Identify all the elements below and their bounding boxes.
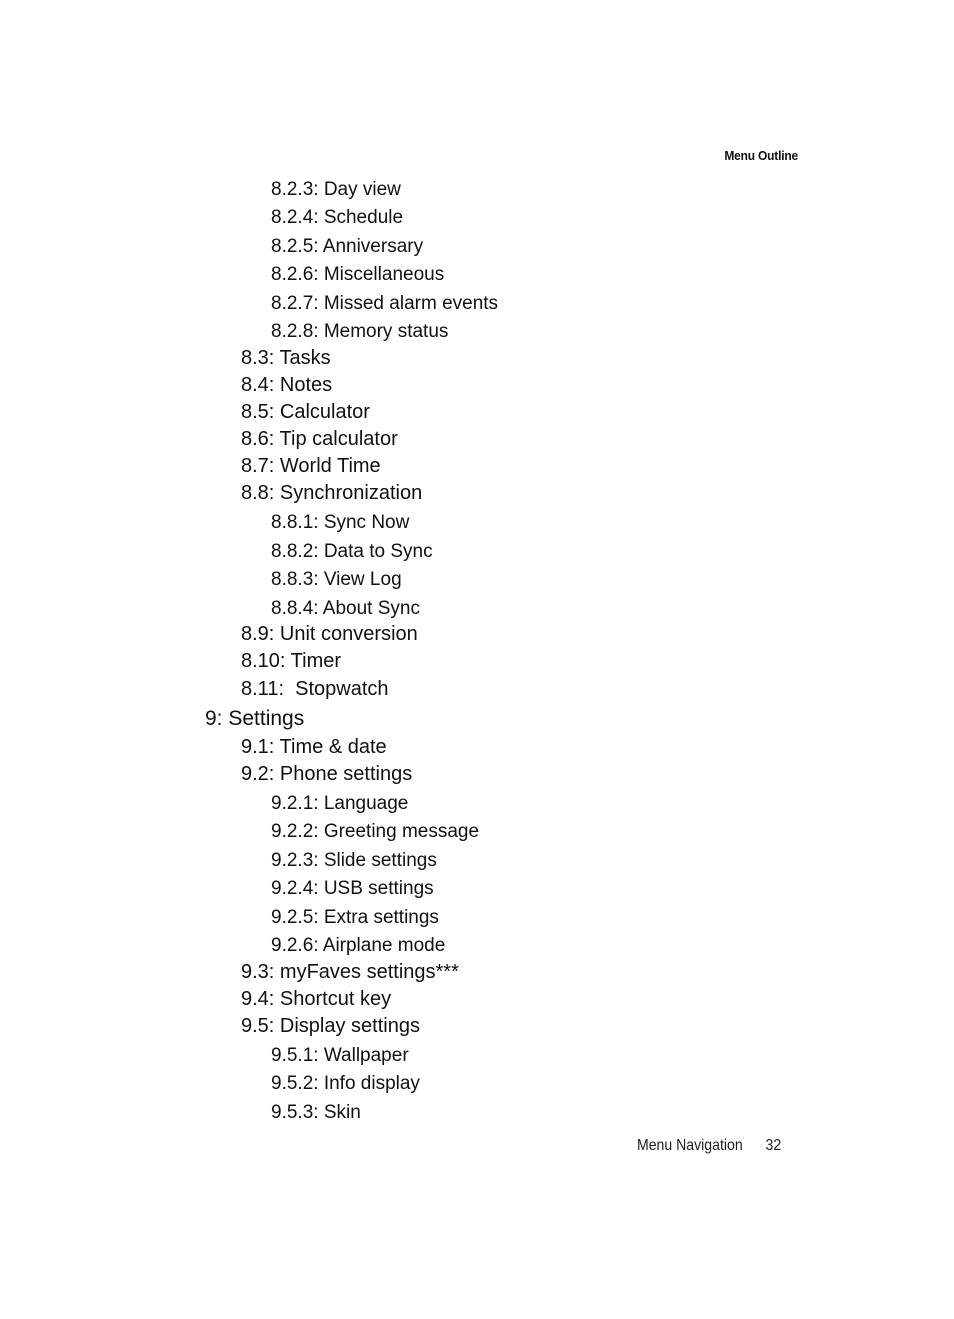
outline-item: 8.9: Unit conversion — [241, 623, 418, 645]
outline-item: 8.2.8: Memory status — [271, 321, 449, 342]
outline-item: 8.10: Timer — [241, 650, 342, 672]
outline-item: 8.8.2: Data to Sync — [271, 541, 433, 562]
outline-item: 9.5.3: Skin — [271, 1102, 361, 1123]
outline-item: 8.8: Synchronization — [241, 482, 423, 504]
outline-item: 9.2.1: Language — [271, 793, 409, 814]
outline-item: 9.5.2: Info display — [271, 1073, 420, 1094]
outline-item: 9.2.6: Airplane mode — [271, 935, 446, 956]
outline-item: 9.4: Shortcut key — [241, 988, 392, 1010]
outline-item: 9.5: Display settings — [241, 1015, 420, 1037]
outline-item: 8.8.1: Sync Now — [271, 512, 410, 533]
outline-item: 8.8.4: About Sync — [271, 598, 420, 619]
outline-item: 9: Settings — [205, 707, 305, 730]
outline-item: 9.3: myFaves settings*** — [241, 961, 459, 983]
outline-item: 8.11: Stopwatch — [241, 678, 389, 700]
outline-item: 9.5.1: Wallpaper — [271, 1045, 409, 1066]
outline-item: 9.2.5: Extra settings — [271, 907, 439, 928]
outline-item: 9.2.4: USB settings — [271, 878, 434, 899]
outline-item: 8.5: Calculator — [241, 401, 370, 423]
outline-item: 8.2.7: Missed alarm events — [271, 293, 499, 314]
outline-item: 8.2.6: Miscellaneous — [271, 264, 445, 285]
outline-item: 8.8.3: View Log — [271, 569, 402, 590]
outline-item: 8.6: Tip calculator — [241, 428, 398, 450]
page-footer — [637, 1137, 781, 1155]
outline-item: 9.2: Phone settings — [241, 763, 413, 785]
outline-item: 8.2.5: Anniversary — [271, 236, 424, 257]
outline-item: 9.2.2: Greeting message — [271, 821, 480, 842]
footer-section-title: Menu Navigation — [637, 1137, 743, 1154]
page-number: 32 — [765, 1137, 782, 1154]
outline-item: 8.4: Notes — [241, 374, 333, 396]
outline-item: 8.2.3: Day view — [271, 179, 401, 200]
outline-item: 9.1: Time & date — [241, 736, 387, 758]
running-header: Menu Outline — [724, 148, 798, 163]
outline-item: 8.7: World Time — [241, 455, 381, 477]
outline-item: 9.2.3: Slide settings — [271, 850, 437, 871]
outline-item: 8.2.4: Schedule — [271, 207, 404, 228]
outline-item: 8.3: Tasks — [241, 347, 331, 369]
